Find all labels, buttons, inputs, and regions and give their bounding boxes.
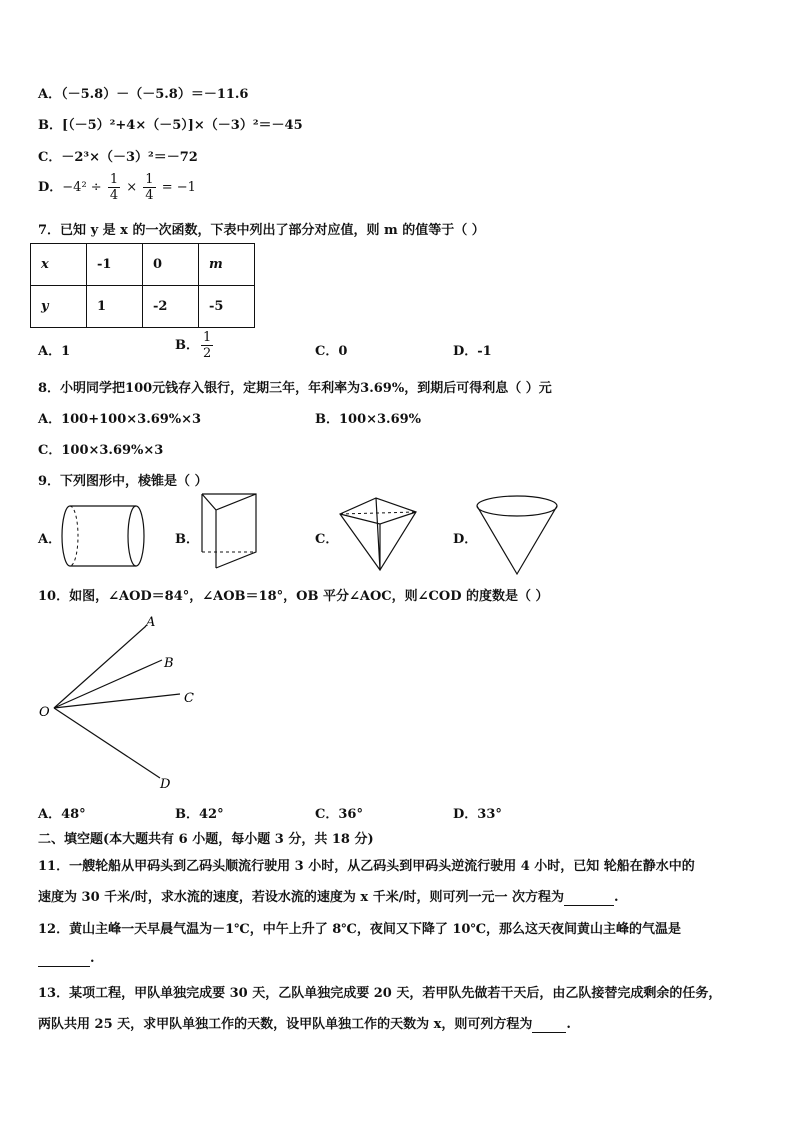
- q8-option-a: A．100+100×3.69%×3: [38, 412, 202, 427]
- table-cell: x: [31, 244, 87, 286]
- table-row: [31, 244, 255, 286]
- q12-line-2: [38, 951, 95, 967]
- q10-option-c: C．36°: [315, 807, 363, 822]
- q10-option-a: A．48°: [38, 807, 86, 822]
- pyramid-figure: [336, 494, 420, 576]
- q13-line-2: [38, 1013, 571, 1033]
- table-cell: -2: [143, 286, 199, 328]
- fraction-numerator: 1: [203, 330, 212, 345]
- cone-figure: [473, 492, 563, 578]
- q6-option-c: C．－2³×（－3）²＝－72: [38, 150, 198, 165]
- q9-stem: 9．下列图形中，棱锥是（ ）: [38, 474, 208, 489]
- label-d: D: [160, 777, 171, 792]
- q6-option-b: B．[（－5）²+4×（－5）]×（－3）²＝－45: [38, 118, 303, 133]
- q11-line-2: [38, 886, 619, 906]
- q6-option-a: A．（－5.8）－（－5.8）＝－11.6: [38, 87, 249, 102]
- fraction-numerator: 1: [109, 172, 119, 187]
- q6-option-d: [38, 172, 196, 203]
- q7-option-a: A．1: [38, 344, 71, 359]
- q8-option-c: C．100×3.69%×3: [38, 443, 164, 458]
- q7-option-c: C．0: [315, 344, 348, 359]
- q10-option-d: D．33°: [453, 807, 502, 822]
- q9-option-b: B．: [175, 532, 199, 547]
- table-cell: m: [199, 244, 255, 286]
- q11-line-1: 11．一艘轮船从甲码头到乙码头顺流行驶用 3 小时，从乙码头到甲码头逆流行驶用 4 小时，已知 轮船在静水中的: [38, 859, 695, 874]
- q11-line-2-text: 速度为 30 千米/时，求水流的速度，若设水流的速度为 x 千米/时，则可列一元一 次方程为: [38, 890, 564, 905]
- table-cell: 0: [143, 244, 199, 286]
- q12-line-2-end: .: [90, 951, 95, 966]
- fraction-numerator: 1: [145, 172, 154, 187]
- q9-option-d: D．: [453, 532, 478, 547]
- ray-oa: [54, 626, 146, 708]
- label-o: O: [39, 705, 50, 720]
- q9-option-c: C．: [315, 532, 339, 547]
- ray-od: [54, 708, 160, 778]
- q12-line-1: 12．黄山主峰一天早晨气温为－1℃，中午上升了 8℃，夜间又下降了 10℃，那么这天夜间黄山主峰的气温是: [38, 922, 682, 937]
- angle-diagram: [30, 612, 210, 794]
- answer-blank[interactable]: [564, 890, 614, 906]
- q7-option-b-prefix: B．: [175, 338, 199, 353]
- q8-option-b: B．100×3.69%: [315, 412, 422, 427]
- q6-option-d-fraction-1: [108, 172, 120, 203]
- table-cell: y: [31, 286, 87, 328]
- q7-option-b-fraction: [201, 330, 213, 361]
- ray-oc: [54, 694, 180, 708]
- answer-blank[interactable]: [532, 1017, 566, 1033]
- q9-option-a: A．: [38, 532, 62, 547]
- q8-stem: 8．小明同学把100元钱存入银行，定期三年，年利率为3.69%，到期后可得利息（ ）元: [38, 381, 552, 396]
- q10-stem: 10．如图，∠AOD＝84°，∠AOB＝18°，OB 平分∠AOC，则∠COD 的度数是（ ）: [38, 589, 549, 604]
- ray-ob: [54, 660, 162, 708]
- table-cell: -5: [199, 286, 255, 328]
- fraction-denominator: 4: [145, 188, 154, 203]
- answer-blank[interactable]: [38, 951, 90, 967]
- q6-option-d-fraction-2: [143, 172, 155, 203]
- section-heading-fill-blank: 二、填空题(本大题共有 6 小题，每小题 3 分，共 18 分): [38, 832, 374, 847]
- q11-line-2-end: .: [613, 890, 619, 905]
- q6-option-d-expr-2: = −1: [157, 180, 196, 195]
- table-row: [31, 286, 255, 328]
- label-c: C: [184, 691, 194, 706]
- q7-option-d: D．-1: [453, 344, 492, 359]
- triangular-prism-figure: [196, 490, 266, 572]
- table-cell: 1: [87, 286, 143, 328]
- q7-value-table: [30, 243, 255, 328]
- table-cell: -1: [87, 244, 143, 286]
- q7-option-b: [175, 330, 215, 361]
- q10-option-b: B．42°: [175, 807, 224, 822]
- q7-stem: 7．已知 y 是 x 的一次函数，下表中列出了部分对应值，则 m 的值等于（ ）: [38, 223, 485, 238]
- q6-option-d-expr-1: −4² ÷: [62, 180, 106, 195]
- q13-line-1: 13．某项工程，甲队单独完成要 30 天，乙队单独完成要 20 天，若甲队先做若干天后，由乙队接替完成剩余的任务，: [38, 986, 722, 1001]
- fraction-denominator: 2: [203, 346, 212, 361]
- q6-option-d-prefix: D．: [38, 180, 63, 195]
- label-a: A: [146, 615, 156, 630]
- q6-option-d-multiply: ×: [122, 180, 142, 195]
- q13-line-2-text: 两队共用 25 天，求甲队单独工作的天数，设甲队单独工作的天数为 x，则可列方程为: [38, 1017, 533, 1032]
- cylinder-figure: [58, 502, 148, 572]
- fraction-denominator: 4: [109, 188, 119, 203]
- q13-line-2-end: .: [566, 1017, 571, 1032]
- label-b: B: [164, 656, 174, 671]
